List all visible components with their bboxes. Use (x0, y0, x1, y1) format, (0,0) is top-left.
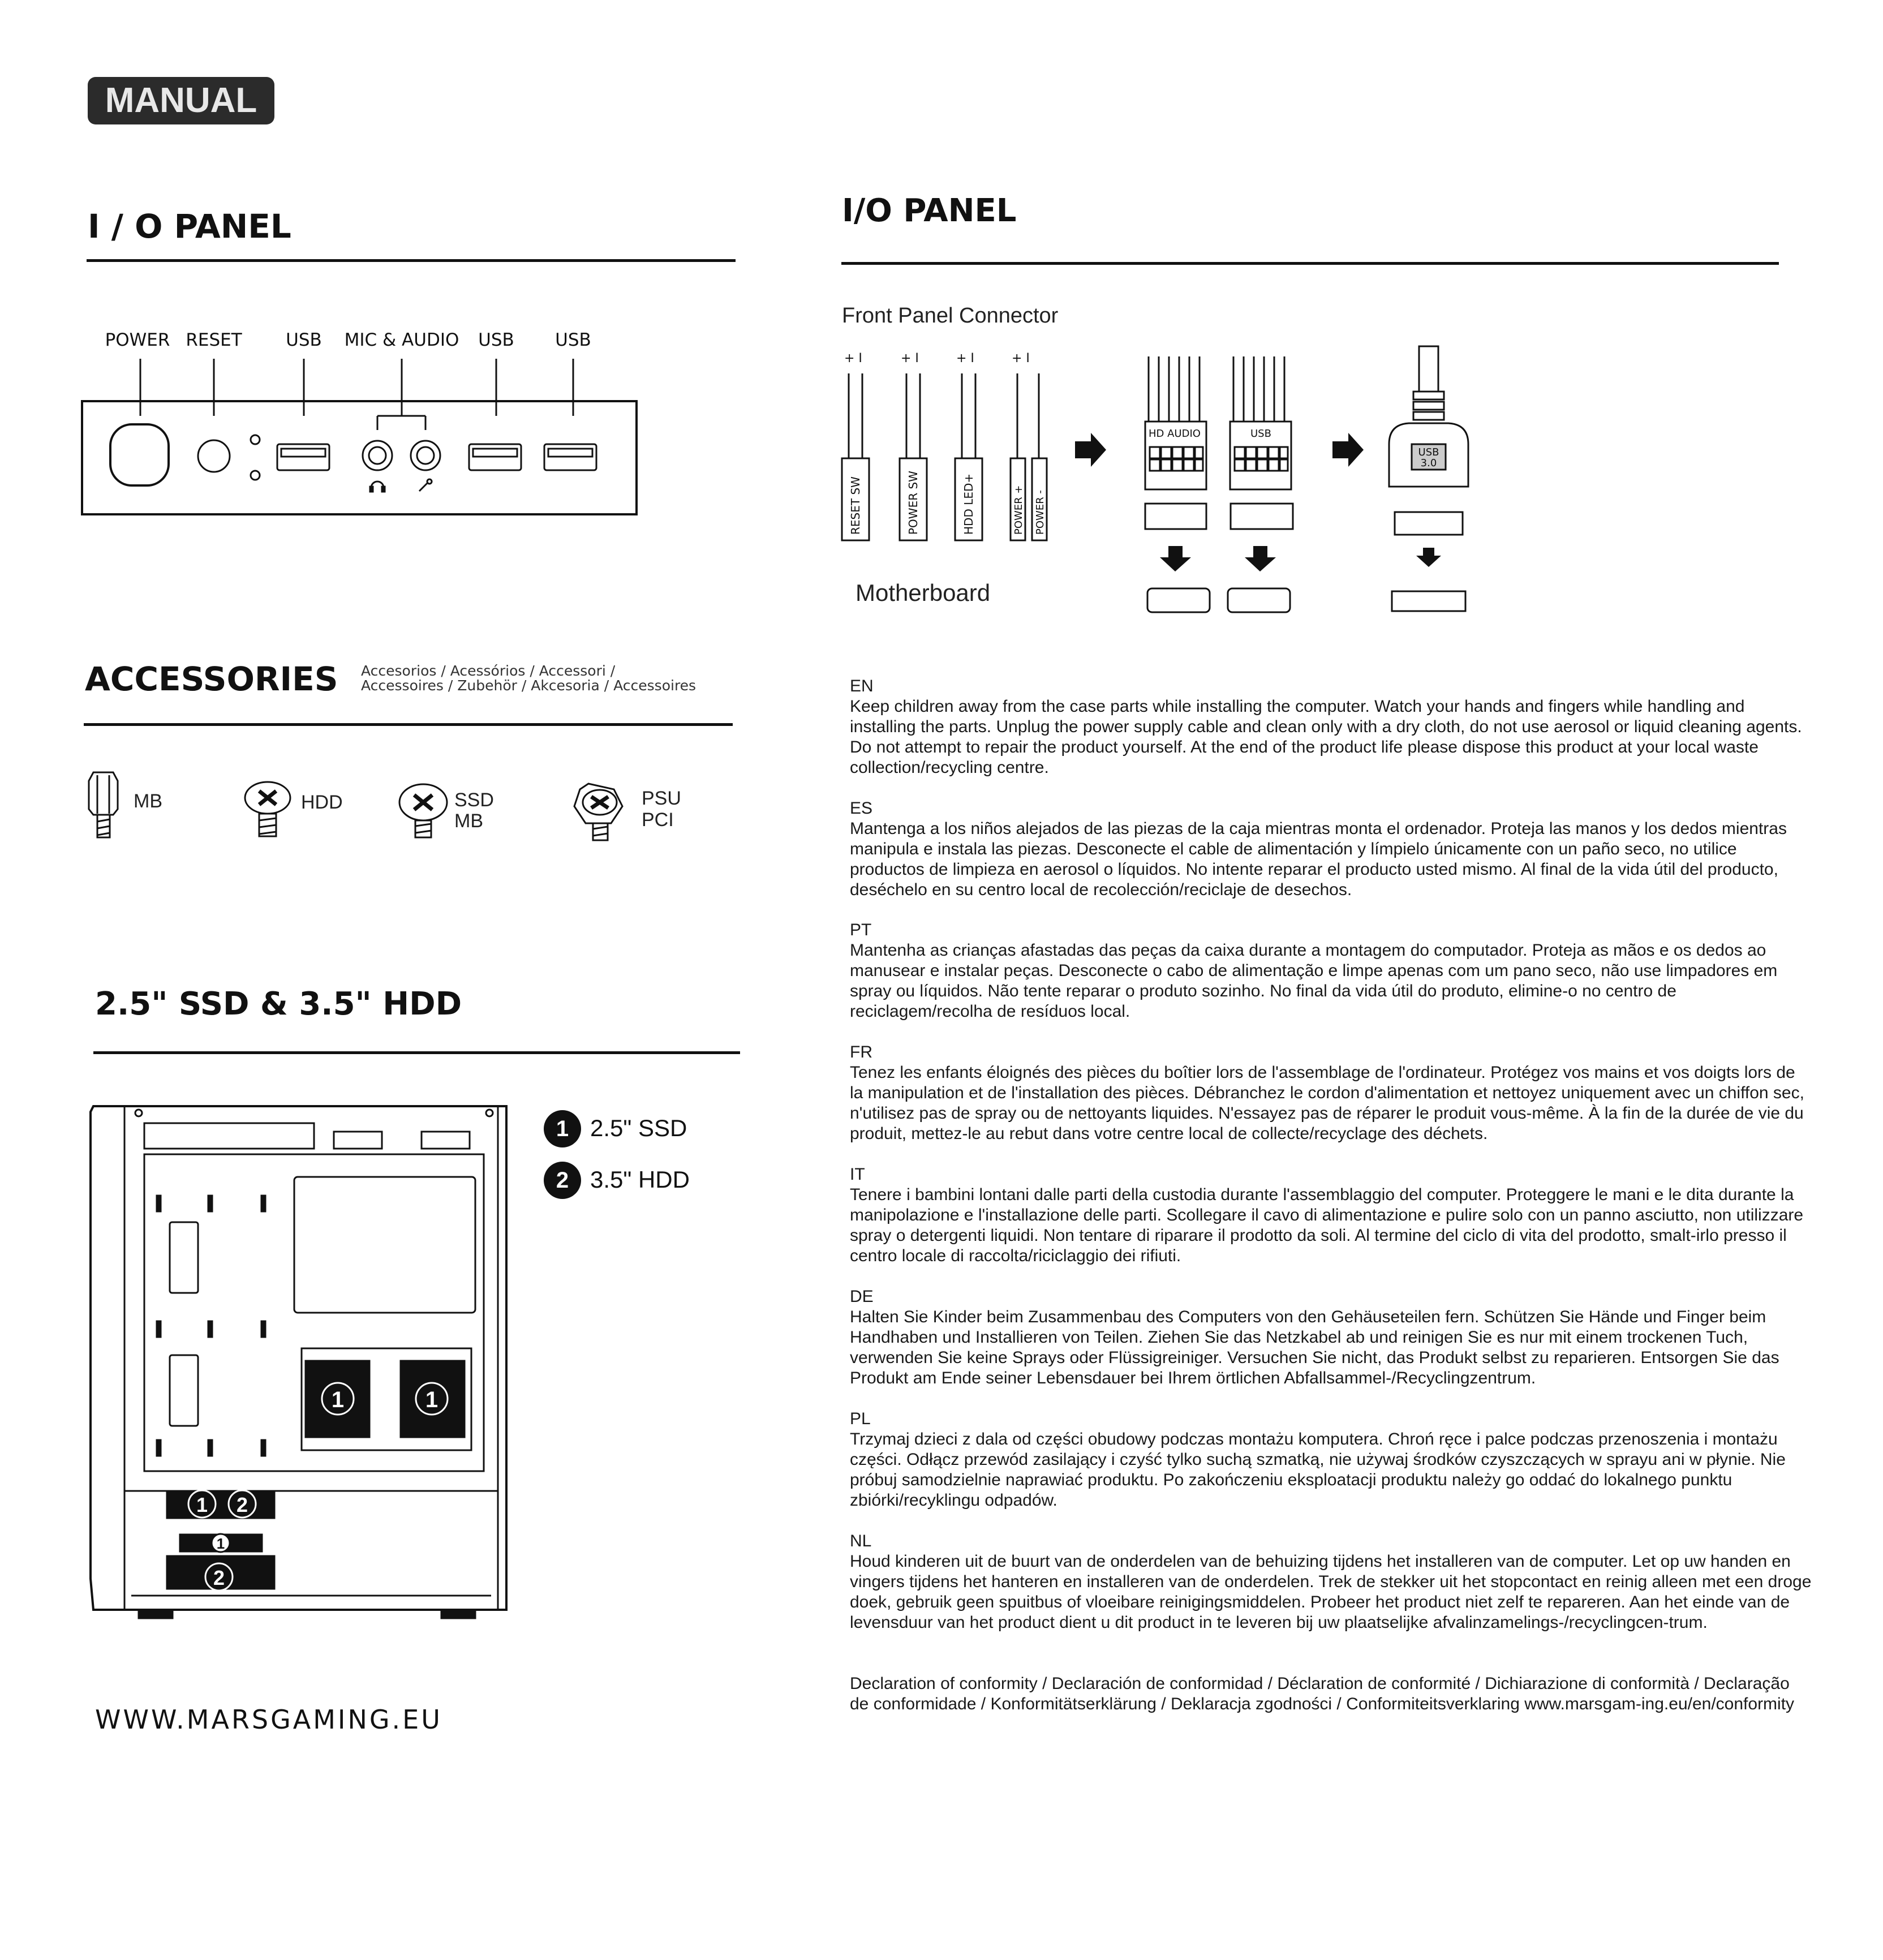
io-panel-diagram (79, 354, 645, 523)
section-en (850, 676, 1812, 778)
website-link[interactable]: WWW.MARSGAMING.EU (95, 1704, 442, 1735)
lang-text-fr: Tenez les enfants éloignés des pièces du boîtier lors de l'assemblage de l'ordinateur. Protégez vos mains et vos doigts lors de la manipulation et de l'installation des pièces. Débranchez le cordon d'alimentation et nettoyez uniquement avec un chiffon sec, n'utilisez pas de spray ou de nettoyants liquides. N'essayez pas de réparer le produit vous-même. À la fin de la durée de vie du produit, mettez-le au rebut dans votre centre local de collecte/recyclage des déchets. (850, 1063, 1804, 1143)
io-panel-title: I / O PANEL (88, 207, 291, 246)
io-panel-rule (87, 259, 736, 262)
io-label-usb-1: USB (286, 330, 322, 350)
lang-code-es: ES (850, 799, 873, 818)
diagram-marker-2b: 2 (213, 1566, 225, 1589)
section-nl (850, 1531, 1812, 1633)
polarity-mark-4: + I (1012, 351, 1030, 366)
psu-screw-icon (574, 784, 622, 840)
accessory-ssd-label: SSD (454, 789, 494, 811)
legend-ssd-label: 2.5" SSD (590, 1115, 687, 1141)
legend-number-2: 2 (544, 1162, 581, 1199)
connector-power-minus: POWER - (1034, 490, 1046, 535)
declaration-of-conformity[interactable]: Declaration of conformity / Declaración de conformidad / Déclaration de conformité / Dichiarazione di conformità / Declaração de conformidade / Konformitätserklärung / Deklaracja zgodności / Conformiteitsverklaring www.marsgam-ing.eu/en/conformity (850, 1674, 1795, 1713)
lang-code-it: IT (850, 1165, 865, 1184)
connector-power-sw: POWER SW (906, 471, 920, 535)
section-pl (850, 1409, 1812, 1511)
io-label-usb-3: USB (555, 330, 591, 350)
io-label-power: POWER (105, 330, 170, 350)
diagram-marker-2a: 2 (236, 1493, 248, 1516)
lang-text-de: Halten Sie Kinder beim Zusammenbau des Computers von den Gehäuseteilen fern. Schützen Sie Hände und Finger beim Handhaben und Installieren von Teilen. Ziehen Sie das Netzkabel ab und reinigen Sie es nur mit einem trockenen Tuch, verwenden Sie keine Sprays oder Flüssigreiniger. Versuchen Sie nicht, das Produkt selbst zu reparieren. Entsorgen Sie das Produkt am Ende seiner Lebensdauer bei Ihrem örtlichen Abfallsammel-/Recyclingzentrum. (850, 1308, 1779, 1387)
lang-text-it: Tenere i bambini lontani dalle parti della custodia durante l'assemblaggio del computer. Proteggere le mani e le dita durante la manipolazione e l'installazione delle parti. Scollegare il cavo di alimentazione e pulire solo con un panno asciutto, non utilizzare spray o detergenti liquidi. Non tentare di riparare il prodotto da soli. Al termine del ciclo di vita del prodotto, smalt-irlo presso il centro locale di raccolta/riciclaggio dei rifiuti. (850, 1185, 1804, 1265)
standoff-screw-icon (89, 772, 118, 837)
diagram-marker-1b: 1 (425, 1387, 438, 1412)
usb3-label-2: 3.0 (1420, 457, 1437, 469)
connector-hdd-led: HDD LED+ (962, 473, 975, 535)
io-label-mic-audio: MIC & AUDIO (344, 330, 459, 350)
drives-rule (93, 1051, 740, 1054)
lang-text-pt: Mantenha as crianças afastadas das peças da caixa durante a montagem do computador. Proteja as mãos e os dedos ao manusear e instalar peças. Desconecte o cabo de alimentação e limpe apenas com um pano seco, não use limpadores em spray ou líquidos. Não tente reparar o produto sozinho. No final da vida útil do produto, elimine-o no centro de reciclagem/recolha de resíduos local. (850, 941, 1778, 1021)
section-it (850, 1164, 1812, 1266)
usb3-label-1: USB (1418, 446, 1439, 458)
lang-text-en: Keep children away from the case parts while installing the computer. Watch your hands and fingers while handling and installing the parts. Unplug the power supply cable and clean only with a dry cloth, do not use aerosol or liquid cleaning agents. Do not attempt to repair the product yourself. At the end of the product life please dispose this product at your local waste collection/recycling centre. (850, 697, 1802, 777)
arrow-right-icon (1075, 433, 1364, 467)
lang-text-pl: Trzymaj dzieci z dala od części obudowy podczas montażu komputera. Chroń ręce i palce podczas przenoszenia i montażu części. Odłącz przewód zasilający i czyść tylko suchą szmatką, nie używaj środków czyszczących w sprayu ani w płynie. Nie próbuj samodzielnie naprawiać produktu. Po zakończeniu eksploatacji produktu należy go oddać do lokalnego punktu zbiórki/recyklingu odpadów. (850, 1430, 1786, 1510)
accessory-psu-label: PSU (642, 788, 681, 809)
ssd-screw-icon (399, 784, 447, 837)
header-usb: USB (1250, 428, 1271, 440)
lang-code-de: DE (850, 1287, 874, 1306)
lang-code-pt: PT (850, 921, 872, 939)
section-es (850, 798, 1812, 900)
accessory-ssd-mb-label: MB (454, 810, 483, 832)
io-label-usb-2: USB (478, 330, 514, 350)
diagram-marker-1d: 1 (216, 1535, 225, 1552)
accessories-title: ACCESSORIES (85, 660, 338, 698)
accessory-pci-label: PCI (642, 809, 674, 831)
lang-code-nl: NL (850, 1532, 872, 1550)
io-label-reset: RESET (186, 330, 242, 350)
accessories-rule (84, 723, 733, 726)
drives-title: 2.5" SSD & 3.5" HDD (95, 986, 462, 1022)
case-side-diagram (85, 1098, 521, 1624)
polarity-mark-3: + I (956, 351, 974, 366)
lang-text-nl: Houd kinderen uit de buurt van de onderdelen van de behuizing tijdens het installeren van de computer. Let op uw handen en vingers tijdens het hanteren en installeren van de onderdelen. Trek de stekker uit het stopcontact en reinig alleen met een droge doek, gebruik geen spuitbus of vloeibare reinigingsmiddelen. Probeer het product niet zelf te repareren. Aan het einde van de levensduur van het product dient u dit product in te leveren bij uw plaatselijke afvalinzamelings-/recyclingcen-trum. (850, 1552, 1812, 1632)
lang-text-es: Mantenga a los niños alejados de las piezas de la caja mientras monta el ordenador. Proteja las manos y los dedos mientras manipula e instala las piezas. Desconecte el cable de alimentación y límpielo únicamente con un paño seco, no utilice productos de limpieza en aerosol o líquidos. No intente reparar el producto usted mismo. Al final de la vida útil del producto, deséchelo en su centro local de recolección/reciclaje de desechos. (850, 819, 1787, 899)
manual-badge: MANUAL (88, 77, 274, 124)
section-de (850, 1287, 1812, 1389)
right-io-panel-title: I/O PANEL (842, 192, 1017, 229)
header-hd-audio: HD AUDIO (1149, 428, 1201, 440)
legend-number-1: 1 (544, 1110, 581, 1147)
front-panel-connector-title: Front Panel Connector (842, 304, 1059, 328)
connector-power-plus: POWER + (1013, 485, 1025, 535)
legend-hdd-label: 3.5" HDD (590, 1166, 690, 1193)
right-io-panel-rule (841, 262, 1779, 265)
diagram-marker-1c: 1 (196, 1493, 208, 1516)
accessories-subtitle-2: Accessoires / Zubehör / Akcesoria / Accessoires (361, 677, 697, 694)
section-fr (850, 1042, 1812, 1144)
connector-reset-sw: RESET SW (849, 476, 862, 535)
lang-code-pl: PL (850, 1409, 871, 1428)
motherboard-label: Motherboard (855, 579, 991, 606)
hdd-screw-icon (245, 782, 290, 836)
polarity-mark-2: + I (901, 351, 919, 366)
diagram-marker-1a: 1 (331, 1387, 345, 1412)
lang-code-en: EN (850, 677, 874, 695)
accessory-mb-label: MB (134, 790, 162, 812)
arrow-down-icon (1160, 546, 1441, 571)
lang-code-fr: FR (850, 1043, 872, 1061)
polarity-mark-1: + I (844, 351, 862, 366)
accessories-icons (85, 758, 651, 849)
section-pt (850, 920, 1812, 1022)
accessories-subtitle-1: Accesorios / Acessórios / Accessori / (361, 663, 616, 679)
accessory-hdd-label: HDD (301, 792, 343, 813)
